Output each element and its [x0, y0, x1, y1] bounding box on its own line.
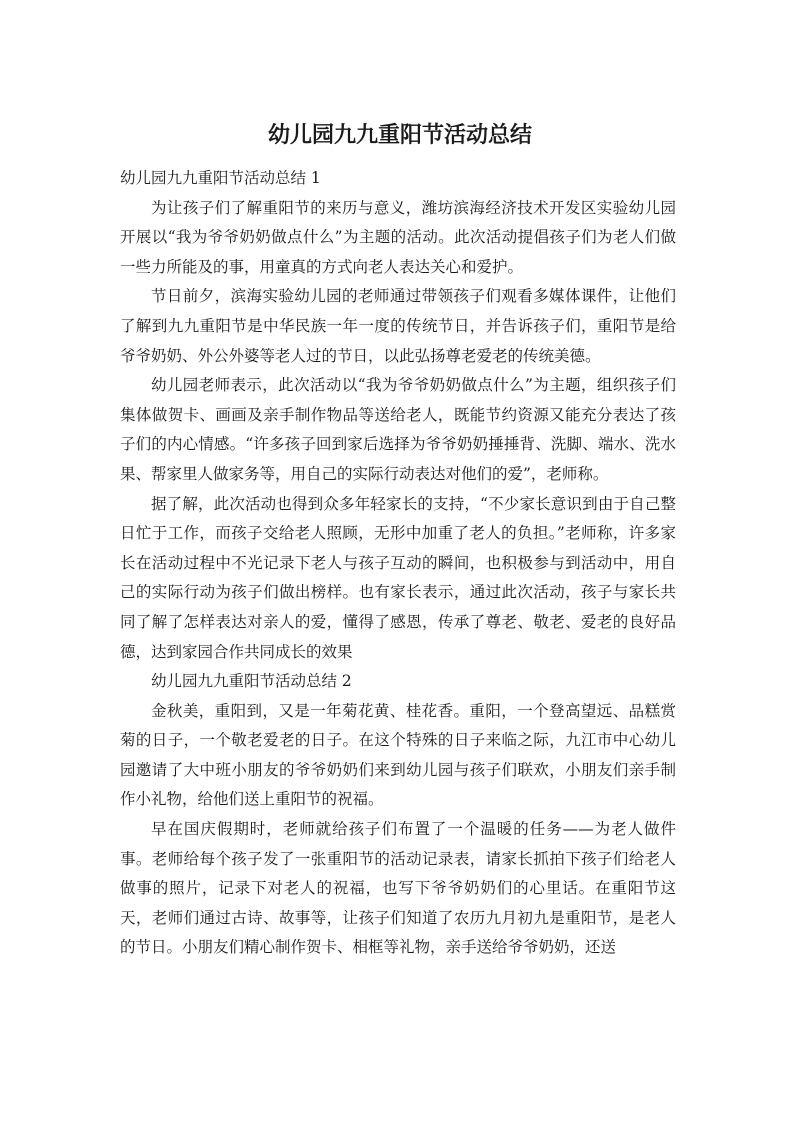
document-body: [120, 164, 676, 963]
document-title: 幼儿园九九重阳节活动总结: [267, 123, 532, 148]
paragraph: 为让孩子们了解重阳节的来历与意义，潍坊滨海经济技术开发区实验幼儿园开展以“我为爷爷奶奶做点什么”为主题的活动。此次活动提倡孩子们为老人们做一些力所能及的事，用童真的方式向老人表达关心和爱护。: [120, 198, 676, 276]
section-heading-2: 幼儿园九九重阳节活动总结 2: [151, 672, 352, 691]
paragraph: 早在国庆假期时，老师就给孩子们布置了一个温暖的任务——为老人做件事。老师给每个孩子发了一张重阳节的活动记录表，请家长抓拍下孩子们给老人做事的照片，记录下对老人的祝福，也写下爷爷奶奶们的心里话。在重阳节这天，老师们通过古诗、故事等，让孩子们知道了农历九月初九是重阳节，是老人的节日。小朋友们精心制作贺卡、相框等礼物，亲手送给爷爷奶奶，还送: [120, 820, 676, 957]
paragraph: 金秋美，重阳到，又是一年菊花黄、桂花香。重阳，一个登高望远、品糕赏菊的日子，一个敬老爱老的日子。在这个特殊的日子来临之际，九江市中心幼儿园邀请了大中班小朋友的爷爷奶奶们来到幼儿园与孩子们联欢，小朋友们亲手制作小礼物，给他们送上重阳节的祝福。: [120, 701, 676, 809]
paragraph: 节日前夕，滨海实验幼儿园的老师通过带领孩子们观看多媒体课件，让他们了解到九九重阳节是中华民族一年一度的传统节日，并告诉孩子们，重阳节是给爷爷奶奶、外公外婆等老人过的节日，以此弘扬尊老爱老的传统美德。: [120, 287, 676, 365]
paragraph: 据了解，此次活动也得到众多年轻家长的支持，“不少家长意识到由于自己整日忙于工作，而孩子交给老人照顾，无形中加重了老人的负担。”老师称，许多家长在活动过程中不光记录下老人与孩子互动的瞬间，也积极参与到活动中，用自己的实际行动为孩子们做出榜样。也有家长表示，通过此次活动，孩子与家长共同了解了怎样表达对亲人的爱，懂得了感恩，传承了尊老、敬老、爱老的良好品德，达到家园合作共同成长的效果: [120, 494, 676, 661]
paragraph: 幼儿园老师表示，此次活动以“我为爷爷奶奶做点什么”为主题，组织孩子们集体做贺卡、画画及亲手制作物品等送给老人，既能节约资源又能充分表达了孩子们的内心情感。“许多孩子回到家后选择为爷爷奶奶捶捶背、洗脚、端水、洗水果、帮家里人做家务等，用自己的实际行动表达对他们的爱”，老师称。: [120, 376, 676, 483]
section-heading-1: 幼儿园九九重阳节活动总结 1: [120, 169, 321, 187]
